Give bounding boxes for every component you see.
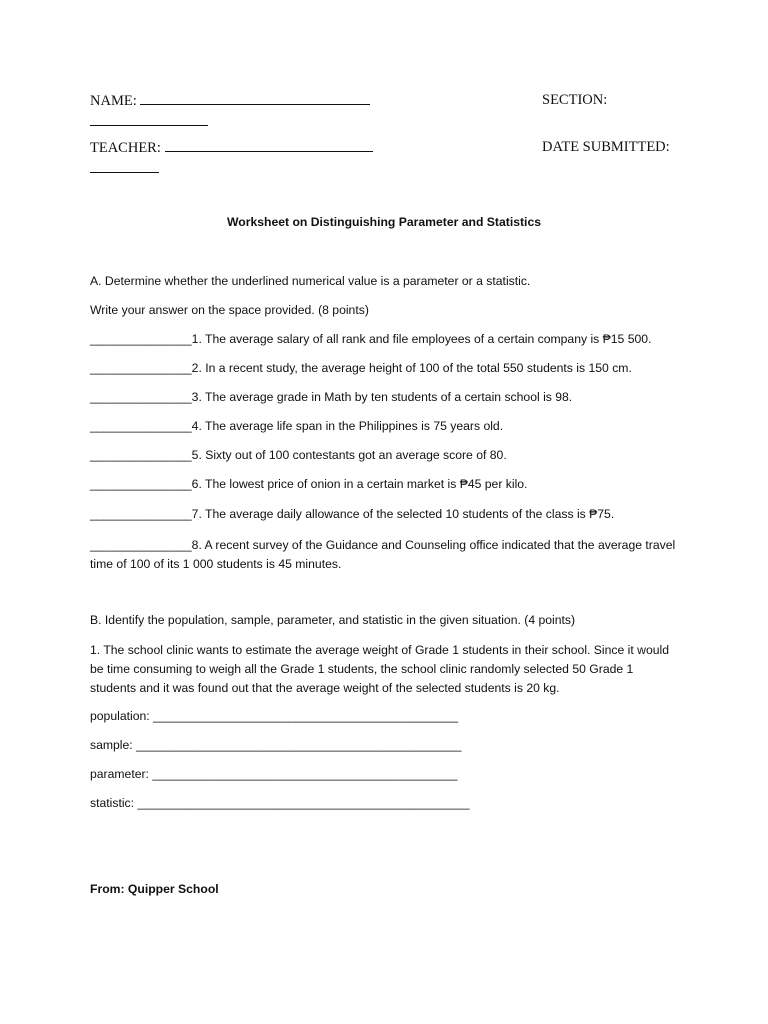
sample-field	[90, 738, 461, 752]
teacher-label: TEACHER:	[90, 140, 165, 156]
statistic-label: statistic:	[90, 796, 138, 810]
part-b-situation: 1. The school clinic wants to estimate the average weight of Grade 1 students in their school. Since it would be time consuming to weigh all the Grade 1 students, the school clinic randomly selected 50 Grade 1 students and it was found out that the average weight of the selected students is 20 kg.	[90, 643, 669, 695]
item-text: 8. A recent survey of the Guidance and Counseling office indicated that the average travel time of 100 of its 1 000 students is 45 minutes.	[90, 538, 676, 571]
teacher-field	[90, 139, 373, 157]
answer-blank[interactable]: _______________	[90, 507, 192, 521]
part-b-instruction: B. Identify the population, sample, parameter, and statistic in the given situation. (4 points)	[90, 613, 576, 627]
list-item	[90, 507, 614, 521]
parameter-label: parameter:	[90, 767, 153, 781]
answer-blank[interactable]: _______________	[90, 390, 192, 404]
item-text: 1. The average salary of all rank and file employees of a certain company is ₱15 500.	[191, 332, 652, 346]
parameter-blank[interactable]: _____________________________________________	[152, 767, 458, 781]
name-label: NAME:	[90, 93, 141, 109]
answer-blank[interactable]: _______________	[90, 419, 192, 433]
item-text: 7. The average daily allowance of the selected 10 students of the class is ₱75.	[191, 507, 615, 521]
population-blank[interactable]: _____________________________________________	[153, 709, 459, 723]
answer-blank[interactable]: _______________	[90, 448, 192, 462]
answer-blank[interactable]: _______________	[90, 332, 192, 346]
worksheet-title: Worksheet on Distinguishing Parameter and Statistics	[226, 215, 541, 229]
answer-blank[interactable]: _______________	[90, 477, 192, 491]
date-blank-wrap	[90, 160, 159, 178]
source-credit: From: Quipper School	[90, 882, 219, 896]
parameter-field	[90, 767, 457, 781]
list-item	[90, 536, 680, 574]
list-item	[90, 361, 632, 375]
statistic-field	[90, 796, 470, 810]
sample-blank[interactable]: ________________________________________________	[136, 738, 462, 752]
date-submitted-label: DATE SUBMITTED:	[542, 139, 670, 155]
sample-label: sample:	[90, 738, 137, 752]
item-text: 3. The average grade in Math by ten students of a certain school is 98.	[191, 390, 573, 404]
list-item	[90, 419, 503, 433]
part-a-sub-instruction: Write your answer on the space provided. (8 points)	[90, 303, 369, 317]
name-field	[90, 92, 370, 110]
name-blank[interactable]	[140, 92, 370, 105]
list-item	[90, 448, 507, 462]
list-item	[90, 390, 572, 404]
date-submitted-blank[interactable]	[90, 160, 159, 173]
part-a-instruction: A. Determine whether the underlined numerical value is a parameter or a statistic.	[90, 274, 531, 288]
section-label: SECTION:	[542, 92, 608, 108]
list-item	[90, 332, 651, 346]
section-blank[interactable]	[90, 113, 208, 126]
item-text: 6. The lowest price of onion in a certain market is ₱45 per kilo.	[191, 477, 528, 491]
answer-blank[interactable]: _______________	[90, 361, 192, 375]
item-text: 5. Sixty out of 100 contestants got an average score of 80.	[191, 448, 507, 462]
item-text: 2. In a recent study, the average height of 100 of the total 550 students is 150 cm.	[191, 361, 632, 375]
list-item	[90, 477, 527, 491]
answer-blank[interactable]: _______________	[90, 538, 192, 552]
population-label: population:	[90, 709, 154, 723]
population-field	[90, 709, 458, 723]
statistic-blank[interactable]: _________________________________________________	[137, 796, 470, 810]
section-blank-wrap	[90, 113, 208, 131]
item-text: 4. The average life span in the Philippines is 75 years old.	[191, 419, 504, 433]
teacher-blank[interactable]	[165, 139, 373, 152]
